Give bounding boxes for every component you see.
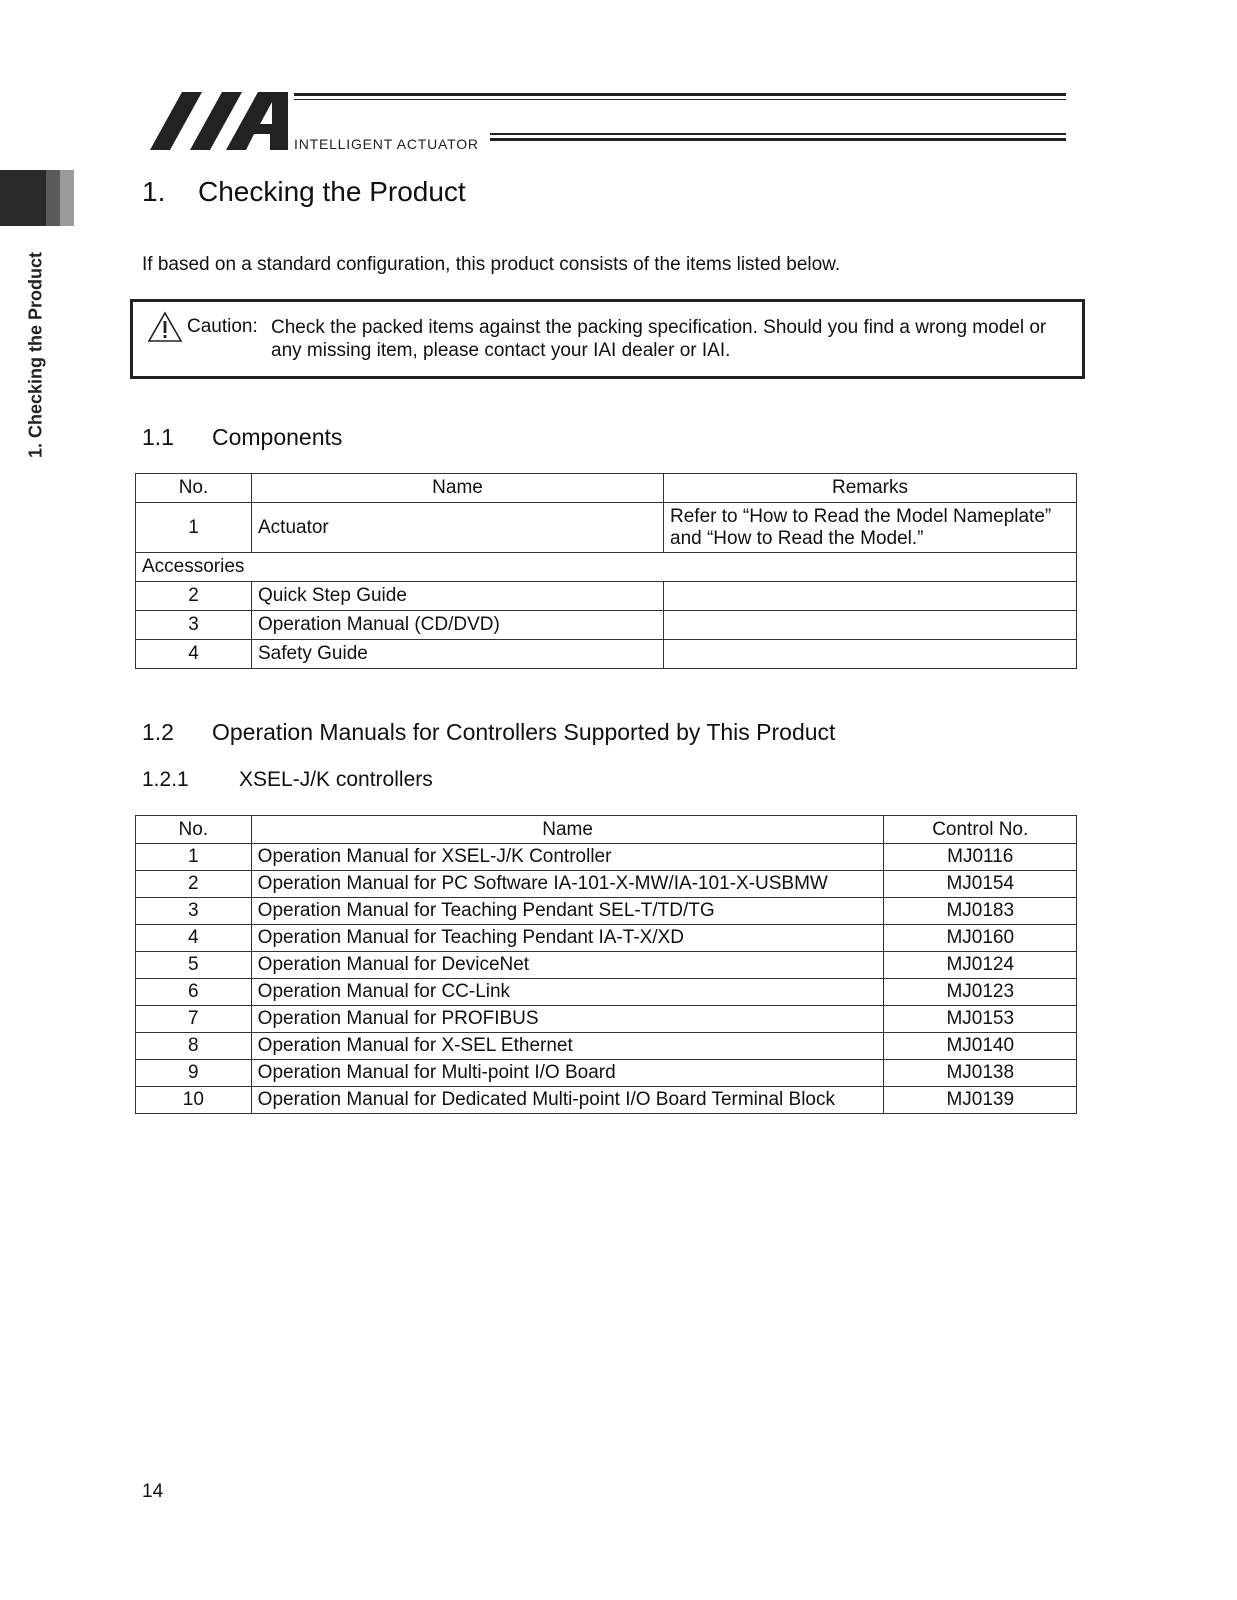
row-name: Operation Manual for PC Software IA-101-X-MW/IA-101-X-USBMW: [251, 871, 884, 898]
intro-paragraph: If based on a standard configuration, this product consists of the items listed below.: [142, 254, 841, 275]
row-control-no: MJ0183: [884, 898, 1077, 925]
row-name: Operation Manual for Teaching Pendant SEL-T/TD/TG: [251, 898, 884, 925]
row-no: 4: [136, 925, 252, 952]
side-tab-label: 1. Checking the Product: [25, 251, 46, 459]
row-control-no: MJ0116: [884, 844, 1077, 871]
column-header-no: No.: [136, 816, 252, 844]
row-remarks: [664, 611, 1077, 640]
row-name: Operation Manual for Dedicated Multi-point I/O Board Terminal Block: [251, 1087, 884, 1114]
header-rule-bottom-1: [490, 133, 1066, 135]
section-heading-manuals: [142, 719, 835, 746]
row-name: Quick Step Guide: [252, 582, 664, 611]
subsection-heading-xsel: [142, 768, 433, 792]
table-row: [136, 611, 1077, 640]
row-no: 3: [136, 611, 252, 640]
row-name: Operation Manual for Teaching Pendant IA-T-X/XD: [251, 925, 884, 952]
controller-manuals-table: [135, 815, 1077, 1114]
row-control-no: MJ0140: [884, 1033, 1077, 1060]
row-control-no: MJ0124: [884, 952, 1077, 979]
accessories-label: Accessories: [136, 553, 1077, 582]
row-control-no: MJ0138: [884, 1060, 1077, 1087]
row-no: 2: [136, 582, 252, 611]
column-header-name: Name: [252, 474, 664, 503]
subsection-title: XSEL-J/K controllers: [239, 768, 433, 791]
column-header-name: Name: [251, 816, 884, 844]
row-no: 1: [136, 844, 252, 871]
page-number: 14: [142, 1481, 164, 1502]
table-header-row: [136, 474, 1077, 503]
table-row: [136, 1087, 1077, 1114]
row-name: Operation Manual for Multi-point I/O Board: [251, 1060, 884, 1087]
row-remarks: [664, 640, 1077, 669]
table-header-row: [136, 816, 1077, 844]
caution-text: Check the packed items against the packing specification. Should you find a wrong model or any missing item, please contact your IAI dealer or IAI.: [271, 317, 1047, 361]
warning-triangle-icon: [147, 311, 183, 343]
row-name: Operation Manual (CD/DVD): [252, 611, 664, 640]
side-tab-marker: [0, 170, 74, 226]
header-rule-top-1: [294, 93, 1066, 96]
row-name: Actuator: [252, 503, 664, 553]
row-no: 3: [136, 898, 252, 925]
table-row: [136, 640, 1077, 669]
row-remarks: [664, 582, 1077, 611]
table-row: [136, 1006, 1077, 1033]
table-row: [136, 979, 1077, 1006]
row-no: 9: [136, 1060, 252, 1087]
row-control-no: MJ0154: [884, 871, 1077, 898]
section-number: 1.1: [142, 424, 174, 450]
table-row: [136, 503, 1077, 553]
header-rule-top-2: [294, 99, 1066, 100]
caution-label: Caution:: [187, 316, 258, 337]
section-heading-components: [142, 424, 342, 451]
row-no: 1: [136, 503, 252, 553]
row-control-no: MJ0139: [884, 1087, 1077, 1114]
row-name: Operation Manual for XSEL-J/K Controller: [251, 844, 884, 871]
table-row: [136, 871, 1077, 898]
header-rule-bottom-2: [490, 138, 1066, 141]
row-name: Safety Guide: [252, 640, 664, 669]
column-header-no: No.: [136, 474, 252, 503]
table-row: [136, 582, 1077, 611]
iai-logo-icon: [150, 90, 290, 152]
accessories-row: [136, 553, 1077, 582]
row-name: Operation Manual for PROFIBUS: [251, 1006, 884, 1033]
row-remarks: Refer to “How to Read the Model Nameplate” and “How to Read the Model.”: [664, 503, 1077, 553]
table-row: [136, 844, 1077, 871]
table-row: [136, 952, 1077, 979]
row-name: Operation Manual for X-SEL Ethernet: [251, 1033, 884, 1060]
row-no: 7: [136, 1006, 252, 1033]
row-no: 2: [136, 871, 252, 898]
row-name: Operation Manual for CC-Link: [251, 979, 884, 1006]
row-no: 4: [136, 640, 252, 669]
section-number: 1.2: [142, 719, 174, 745]
caution-box: [130, 299, 1085, 379]
row-no: 6: [136, 979, 252, 1006]
table-row: [136, 1060, 1077, 1087]
column-header-control-no: Control No.: [884, 816, 1077, 844]
chapter-title: [142, 176, 466, 208]
components-table: [135, 473, 1077, 669]
row-name: Operation Manual for DeviceNet: [251, 952, 884, 979]
row-no: 8: [136, 1033, 252, 1060]
row-control-no: MJ0123: [884, 979, 1077, 1006]
column-header-remarks: Remarks: [664, 474, 1077, 503]
subsection-number: 1.2.1: [142, 768, 189, 791]
table-row: [136, 898, 1077, 925]
table-row: [136, 1033, 1077, 1060]
table-row: [136, 925, 1077, 952]
brand-name: INTELLIGENT ACTUATOR: [294, 136, 479, 152]
section-title: Operation Manuals for Controllers Supported by This Product: [212, 719, 836, 745]
row-control-no: MJ0160: [884, 925, 1077, 952]
row-no: 10: [136, 1087, 252, 1114]
chapter-title-text: Checking the Product: [198, 176, 466, 207]
row-control-no: MJ0153: [884, 1006, 1077, 1033]
row-no: 5: [136, 952, 252, 979]
section-title: Components: [212, 424, 343, 450]
chapter-number: 1.: [142, 176, 166, 207]
